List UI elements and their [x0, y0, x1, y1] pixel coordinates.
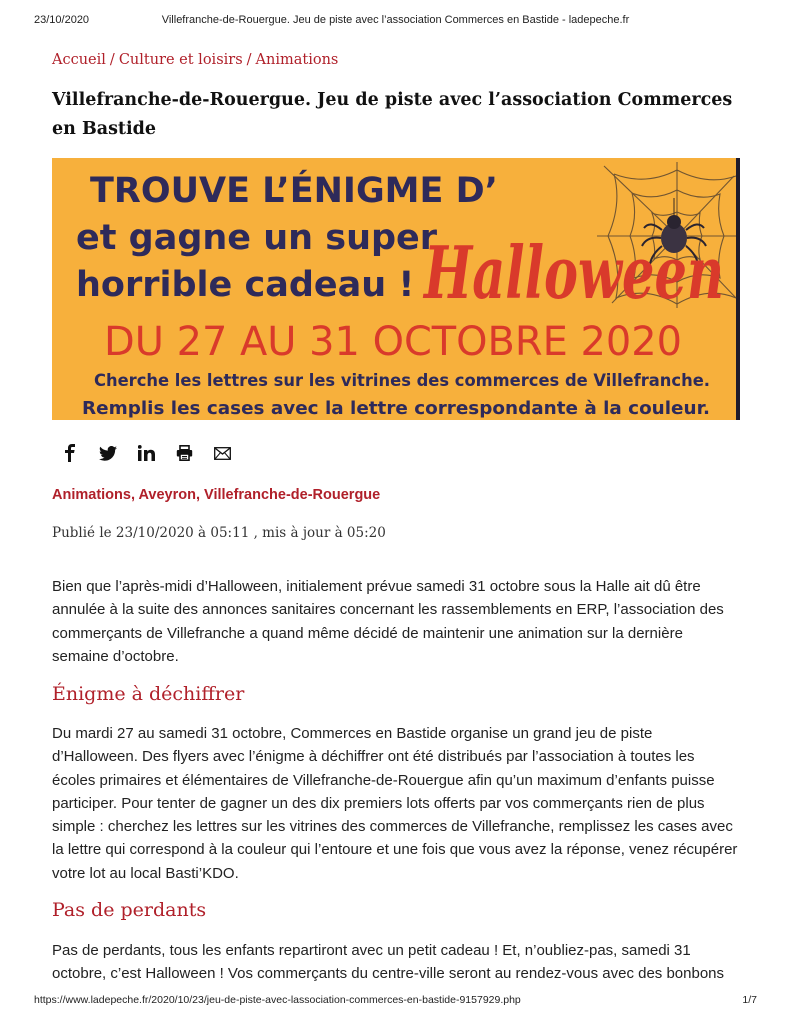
- hero-caption2: Remplis les cases avec la lettre correspondante à la couleur.: [82, 398, 710, 419]
- twitter-icon[interactable]: [98, 443, 118, 463]
- hero-halloween: Halloween: [422, 230, 724, 315]
- breadcrumb-culture[interactable]: Culture et loisirs: [118, 52, 243, 68]
- facebook-icon[interactable]: [60, 443, 80, 463]
- print-date: 23/10/2020: [34, 14, 90, 26]
- hero-dates: DU 27 AU 31 OCTOBRE 2020: [104, 319, 682, 365]
- article-paragraph-3: Pas de perdants, tous les enfants repartiront avec un petit cadeau ! Et, n’oubliez-pas, samedi 31 octobre, c’est Halloween ! Vos commerçants du centre-ville seront au rendez-vous avec des bonbons: [52, 942, 725, 983]
- print-icon[interactable]: [174, 443, 194, 463]
- article-paragraph-2: Du mardi 27 au samedi 31 octobre, Commerces en Bastide organise un grand jeu de piste d’Halloween. Des flyers avec l’énigme à déchiffrer ont été distribués par l’association à toutes les écoles primaires et élémentaires de Villefranche-de-Rouergue afin qu’un maximum d’enfants puisse participer. Pour tenter de gagner un des dix premiers lots offerts par vos commerçants rien de plus simple : cherchez les lettres sur les vitrines des commerces de Villefranche, remplissez les cases avec la lettre qui correspond à la couleur qui l’entoure et une fois que vous avez la réponse, venez récupérer votre lot au local Basti’KDO.: [52, 725, 738, 882]
- share-bar: [60, 443, 250, 463]
- page-number: 1/7: [742, 994, 757, 1006]
- breadcrumb-separator: /: [109, 52, 115, 68]
- tag-aveyron[interactable]: Aveyron: [138, 487, 196, 503]
- section-heading-perdants: Pas de perdants: [52, 899, 207, 921]
- hero-caption1: Cherche les lettres sur les vitrines des commerces de Villefranche.: [94, 371, 710, 391]
- breadcrumb-separator: /: [246, 52, 252, 68]
- hero-line2: et gagne un super: [76, 218, 438, 258]
- article-paragraph-1: Bien que l’après-midi d’Halloween, initialement prévue samedi 31 octobre sous la Halle ait dû être annulée à la suite des annonces sanitaires concernant les rassemblements en ERP, l’association des commerçants de Villefranche a quand même décidé de maintenir une animation sur la dernière semaine d’octobre.: [52, 578, 724, 665]
- hero-image: [52, 158, 740, 420]
- breadcrumb: [52, 52, 338, 68]
- publish-date: Publié le 23/10/2020 à 05:11 , mis à jour à 05:20: [52, 525, 386, 541]
- breadcrumb-accueil[interactable]: Accueil: [52, 52, 106, 68]
- linkedin-icon[interactable]: [136, 443, 156, 463]
- article-title: Villefranche-de-Rouergue. Jeu de piste avec l’association Commerces en Bastide: [52, 90, 733, 139]
- breadcrumb-animations[interactable]: Animations: [255, 52, 339, 68]
- hero-line3: horrible cadeau !: [76, 265, 415, 305]
- print-url: https://www.ladepeche.fr/2020/10/23/jeu-de-piste-avec-lassociation-commerces-en-bastide-9157929.php: [34, 994, 521, 1006]
- hero-line1: TROUVE L’ÉNIGME D’: [90, 171, 498, 211]
- section-heading-enigme: Énigme à déchiffrer: [52, 683, 245, 705]
- mail-icon[interactable]: [212, 443, 232, 463]
- tag-animations[interactable]: Animations: [52, 487, 131, 503]
- print-page-title: Villefranche-de-Rouergue. Jeu de piste avec l’association Commerces en Bastide - ladepeche.fr: [161, 14, 630, 26]
- article-tags: Animations, Aveyron, Villefranche-de-Rouergue: [52, 487, 381, 503]
- tag-villefranche[interactable]: Villefranche-de-Rouergue: [204, 487, 381, 503]
